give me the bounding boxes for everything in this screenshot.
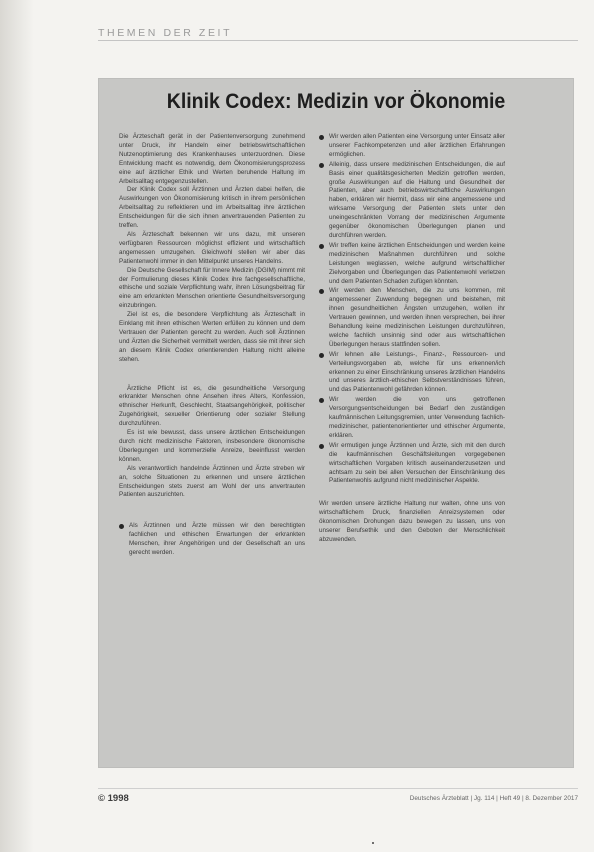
left-bullet-list xyxy=(119,522,305,558)
bullet-icon xyxy=(319,398,324,403)
list-item xyxy=(319,351,505,396)
paragraph: Ziel ist es, die besondere Verpflichtung als Ärzteschaft in Einklang mit ihren ethischen Werten erfüllen zu können und dem Vertrauen der Patienten gerecht zu werden. Auch soll Ärztinnen und Ärzten die Sicherheit vermittelt werden, dass sie mit ihrer sich an diesem Klinik Codex orientierenden Haltung nicht alleine stehen. xyxy=(119,311,305,363)
left-column xyxy=(119,133,305,559)
article-title: Klinik Codex: Medizin vor Ökonomie xyxy=(166,90,506,113)
list-item-text: Wir werden den Menschen, die zu uns kommen, mit angemessener Zuwendung begegnen und beistehen, mit ihnen gesundheitlichen Ängsten umzugehen, wollen ihr Vertrauen gewinnen, und werden ihnen versprechen, bei ihrer Behandlung keine medizinischen Leistungen durchzuführen, welche fachlich unsinnig sind oder aus wirtschaftlichen Überlegungen heraus stattfinden sollen. xyxy=(329,287,505,348)
right-column xyxy=(319,133,505,545)
rubric-rule xyxy=(98,40,578,41)
copyright-mark: © 1998 xyxy=(98,793,129,804)
journal-citation: Deutsches Ärzteblatt | Jg. 114 | Heft 49 | 8. Dezember 2017 xyxy=(409,795,578,802)
list-item xyxy=(319,242,505,287)
list-item-text: Wir ermutigen junge Ärztinnen und Ärzte, sich mit den durch die kaufmännischen Geschäftsleitungen vorgegebenen wirtschaftlichen Vorgaben kritisch auseinanderzusetzen und achtsam zu sein bei allen Versuchen der Einschränkung des Patientenwohls aufgrund nicht medizinischer Aspekte. xyxy=(329,441,505,485)
paragraph: Es ist wie bewusst, dass unsere ärztlichen Entscheidungen durch nicht medizinische Faktoren, insbesondere ökonomische Überlegungen und kommerzielle Anreize, beeinflusst werden können. xyxy=(119,429,305,463)
list-item-text: Als Ärztinnen und Ärzte müssen wir den berechtigten fachlichen und ethischen Erwartungen der erkrankten Menschen, ihrer Angehörigen und der Gesellschaft an uns gerecht werden. xyxy=(129,522,305,557)
list-item-text: Wir werden allen Patienten eine Versorgung unter Einsatz aller unserer Fachkompetenzen und aller ärztlichen Erfahrungen ermöglichen. xyxy=(329,133,505,158)
list-item xyxy=(119,522,305,558)
article-panel xyxy=(98,78,574,768)
paragraph: Als Ärzteschaft bekennen wir uns dazu, mit unseren verfügbaren Ressourcen möglichst effizient und wirtschaftlich angemessen umzugehen. Gleichwohl stellen wir aber das Patientenwohl immer in den Mittelpunkt unseres Handelns. xyxy=(119,230,305,265)
bullet-icon xyxy=(319,289,324,294)
bullet-icon xyxy=(319,135,324,140)
list-item xyxy=(319,396,505,441)
paragraph: Die Deutsche Gesellschaft für Innere Medizin (DGIM) nimmt mit der Formulierung dieses Klinik Codex ihre fachgesellschaftliche, ethische und soziale Verpflichtung wahr, ihren Lösungsbeitrag für eine am erkrankten Menschen orientierte Gesundheitsversorgung einzubringen. xyxy=(119,266,305,310)
scan-speck xyxy=(372,842,374,844)
list-item xyxy=(319,161,505,241)
bullet-icon xyxy=(319,353,324,358)
scan-shadow xyxy=(0,0,34,852)
list-item xyxy=(319,442,505,487)
bullet-icon xyxy=(319,244,324,249)
paragraph: Die Ärzteschaft gerät in der Patientenversorgung zunehmend unter Druck, ihr Handeln einer betriebswirtschaftlichen Nutzenoptimierung des Krankenhauses unterzuordnen. Diese Entwicklung macht es notwendig, dem Ökonomisierungsprozess eine auf ärztlicher Ethik und Werten beruhende Haltung im Arbeitsalltag entgegenzustellen. xyxy=(119,133,305,185)
list-item xyxy=(319,133,505,160)
bullet-icon xyxy=(319,444,324,449)
paragraph: Ärztliche Pflicht ist es, die gesundheitliche Versorgung erkrankter Menschen ohne Ansehen ihres Alters, Konfession, ethnischer Herkunft, Geschlecht, Staatsangehörigkeit, politischer Zugehörigkeit, sexueller Orientierung oder sozialer Stellung durchzuführen. xyxy=(119,384,305,428)
list-item-text: Wir werden die von uns getroffenen Versorgungsentscheidungen bei Bedarf den zuständigen kaufmännischen Leitungsgremien, unter Verwendung fachlich-medizinischer, patientenorientierter und ethischer Argumente, erklären. xyxy=(329,396,505,439)
paragraph: Als verantwortlich handelnde Ärztinnen und Ärzte streben wir an, solche Situationen zu erkennen und unsere ärztlichen Entscheidungen stets zuerst am Wohl der uns anvertrauten Patienten auszurichten. xyxy=(119,464,305,499)
list-item-text: Wir treffen keine ärztlichen Entscheidungen und werden keine medizinischen Maßnahmen durchführen und solche Leistungen weglassen, welche aufgrund wirtschaftlicher Zielvorgaben und Überlegungen das Patientenwohl verletzen und dem Patienten Schaden zufügen könnten. xyxy=(329,241,505,285)
list-item xyxy=(319,287,505,349)
section-rubric: THEMEN DER ZEIT xyxy=(98,27,233,39)
footer-rule xyxy=(98,788,578,789)
right-bullet-list xyxy=(319,133,505,486)
bullet-icon xyxy=(119,524,124,529)
list-item-text: Alleinig, dass unsere medizinischen Entscheidungen, die auf Basis einer qualitätsgesicherten Medizin getroffen werden, große Auswirkungen auf die Haltung und Gesundheit der Patienten, aber auch betriebswirtschaftliche Auswirkungen haben, erklären wir hiermit, dass wir eine angemessene und wirksame Versorgung der Patienten stets unter den uneingeschränkten Vorrang der medizinischen Argumente gegenüber ökonomischen Überlegungen planen und durchführen werden. xyxy=(329,160,505,239)
list-item-text: Wir lehnen alle Leistungs-, Finanz-, Ressourcen- und Verteilungsvorgaben ab, welche für uns erkennen/ich erkennen zu einer Einschränkung unseres ärztlichen Handelns und unseres ärztlich-ethischen Selbstverständnisses führen, und das Patientenwohl gefährden können. xyxy=(329,350,505,394)
closing-paragraph: Wir werden unsere ärztliche Haltung nur walten, ohne uns von wirtschaftlichem Druck, finanziellen Anreizsystemen oder ökonomischen Drohungen dazu bewegen zu lassen, uns von unserer Berufsethik und den Geboten der Menschlichkeit abzuwenden. xyxy=(319,500,505,543)
bullet-icon xyxy=(319,163,324,168)
paragraph: Der Klinik Codex soll Ärztinnen und Ärzten dabei helfen, die Auswirkungen von Ökonomisierung kritisch in ihrem persönlichen Arbeitsalltag zu reflektieren und im Arbeitsalltag ihre ärztlichen Entscheidungen für die sich ihnen anvertrauenden Patienten zu treffen. xyxy=(119,186,305,230)
